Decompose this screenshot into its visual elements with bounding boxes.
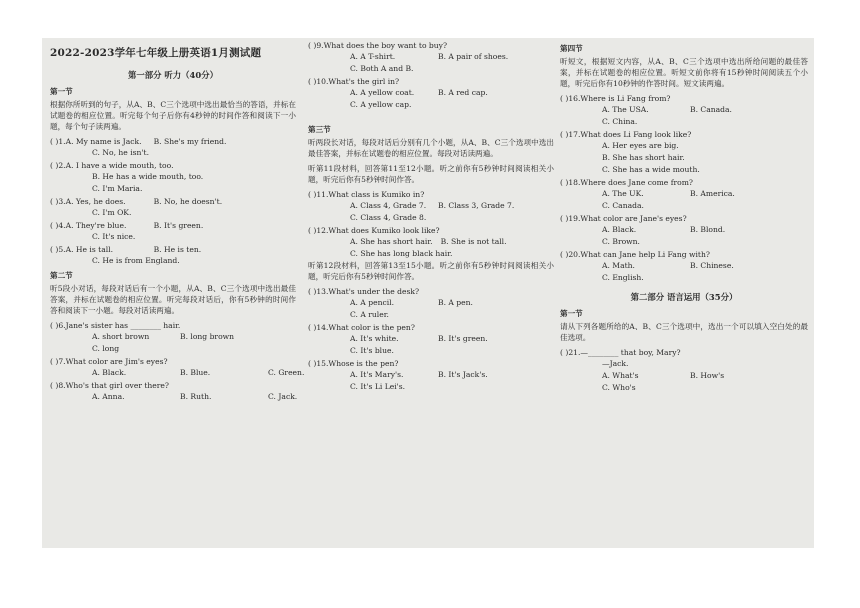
option-b: B. He is ten. xyxy=(153,245,202,255)
column-right xyxy=(560,38,808,394)
option-c: C. He is from England. xyxy=(92,256,180,266)
option-b: B. America. xyxy=(690,189,735,198)
section1-instruction: 根据你所听到的句子，从A、B、C三个选项中选出最恰当的答语，并标在试题卷的相应位置。听完每个句子后你有4秒钟的时间作答和阅读下一小题，每个句子读两遍。 xyxy=(50,100,296,132)
option-b: B. Blue. xyxy=(180,368,211,378)
column-middle xyxy=(308,38,554,393)
question-stem: Whose is the pen? xyxy=(328,359,399,368)
option-a: A. The USA. xyxy=(602,105,649,114)
option-a: A. A yellow coat. xyxy=(350,88,415,97)
option-c: C. A yellow cap. xyxy=(350,100,412,109)
option-b: B. A pair of shoes. xyxy=(438,52,509,61)
question-number: ( )11. xyxy=(308,190,329,199)
option-a: A. Black. xyxy=(602,225,637,234)
option-b: B. He has a wide mouth, too. xyxy=(92,172,204,182)
option-c: C. Who's xyxy=(602,383,636,393)
question-number: ( )16. xyxy=(560,94,581,103)
question-number: ( )21. xyxy=(560,348,581,358)
question-number: ( )15. xyxy=(308,359,329,368)
option-b: B. A red cap. xyxy=(438,88,488,97)
option-c: C. Brown. xyxy=(602,237,640,246)
question-item xyxy=(50,160,296,194)
page-title: 2022-2023学年七年级上册英语1月测试题 xyxy=(50,47,262,59)
question-number: ( )19. xyxy=(560,214,581,223)
question-item xyxy=(308,225,554,259)
question-stem: What does the boy want to buy? xyxy=(323,41,448,50)
question-number: ( )5. xyxy=(50,245,66,255)
option-a: A. Black. xyxy=(92,368,127,378)
section2-instruction: 听5段小对话，每段对话后有一个小题，从A、B、C三个选项中选出最佳答案，并标在试题卷的相应位置。听完每段对话后，你有5秒钟的时间作答和阅读下一小题。每段对话读两遍。 xyxy=(50,284,296,316)
option-b: B. She is not tall. xyxy=(440,237,507,246)
question-stem: What color are Jane's eyes? xyxy=(580,214,687,223)
section1-heading: 第一节 xyxy=(50,87,73,97)
question-number: ( )2. xyxy=(50,161,66,171)
option-a: A. What's xyxy=(602,371,639,381)
part2-section1-instruction: 请从下列各题所给的A、B、C三个选项中，选出一个可以填入空白处的最佳选项。 xyxy=(560,322,808,343)
part2-section1-heading: 第一节 xyxy=(560,309,583,319)
dialog1-instruction: 听第11段材料，回答第11至12小题。听之前你有5秒钟时间阅读相关小题，听完后你有5秒钟时间作答。 xyxy=(308,164,554,184)
question-number: ( )4. xyxy=(50,221,66,231)
option-a: A. Anna. xyxy=(92,392,125,402)
option-a: A. Her eyes are big. xyxy=(602,141,679,150)
question-stem: What color are Jim's eyes? xyxy=(65,357,168,367)
question-number: ( )17. xyxy=(560,130,581,139)
option-c: C. It's blue. xyxy=(350,346,394,355)
option-a: A. short brown xyxy=(92,332,150,342)
option-a: A. A pencil. xyxy=(350,298,394,307)
option-b: B. It's Jack's. xyxy=(438,370,488,379)
question-number: ( )20. xyxy=(560,250,581,259)
question-item xyxy=(308,76,554,110)
option-a: A. They're blue. xyxy=(65,221,127,231)
question-number: ( )8. xyxy=(50,381,66,391)
section2-heading: 第二节 xyxy=(50,271,73,281)
question-stem: Who's that girl over there? xyxy=(65,381,169,391)
question-number: ( )7. xyxy=(50,357,66,367)
question-item xyxy=(560,249,808,283)
question-item xyxy=(50,220,296,242)
question-item xyxy=(50,136,296,158)
option-c: C. English. xyxy=(602,273,644,282)
option-c: C. Class 4, Grade 8. xyxy=(350,213,427,222)
question-item xyxy=(50,244,296,266)
question-stem: What's the girl in? xyxy=(328,77,400,86)
question-stem: What does Li Fang look like? xyxy=(580,130,692,139)
option-c: C. I'm OK. xyxy=(92,208,132,218)
section3-heading: 第三节 xyxy=(308,125,331,134)
question-item xyxy=(308,358,554,392)
question-stem: Where does Jane come from? xyxy=(580,178,693,187)
question-item xyxy=(308,286,554,320)
option-a: A. A T-shirt. xyxy=(350,52,396,61)
question-stem: What class is Kumiko in? xyxy=(328,190,425,199)
part2-heading: 第二部分 语言运用（35分） xyxy=(630,292,738,302)
question-item xyxy=(50,380,296,402)
option-b: B. No, he doesn't. xyxy=(153,197,223,207)
option-a: A. It's white. xyxy=(350,334,399,343)
question-item xyxy=(308,189,554,223)
option-a: A. Yes, he does. xyxy=(65,197,126,207)
question-number: ( )3. xyxy=(50,197,66,207)
option-c: C. long xyxy=(92,344,120,354)
question-number: ( )10. xyxy=(308,77,329,86)
option-a: A. My name is Jack. xyxy=(65,137,142,147)
option-c: C. I'm Maria. xyxy=(92,184,143,194)
option-c: C. Green. xyxy=(268,368,305,378)
section3-instruction: 听两段长对话，每段对话后分别有几个小题，从A、B、C三个选项中选出最佳答案，并标在试题卷的相应位置。每段对话读两遍。 xyxy=(308,138,554,158)
question-item xyxy=(50,320,296,354)
option-a: A. He is tall. xyxy=(65,245,114,255)
option-b: B. It's green. xyxy=(153,221,204,231)
question-stem: What can Jane help Li Fang with? xyxy=(580,250,710,259)
question-item xyxy=(308,322,554,356)
option-c: C. She has long black hair. xyxy=(350,249,453,258)
question-number: ( )14. xyxy=(308,323,329,332)
option-a: A. Math. xyxy=(602,261,635,270)
question-number: ( )13. xyxy=(308,287,329,296)
question-number: ( )18. xyxy=(560,178,581,187)
question-stem: Jane's sister has ________ hair. xyxy=(65,321,181,331)
option-b: B. She has short hair. xyxy=(602,153,685,162)
question-stem: —________ that boy, Mary? xyxy=(580,348,681,358)
option-b: B. Class 3, Grade 7. xyxy=(438,201,515,210)
option-b: B. How's xyxy=(690,371,725,381)
question-reply: —Jack. xyxy=(602,359,629,369)
option-c: C. A ruler. xyxy=(350,310,389,319)
question-number: ( )6. xyxy=(50,321,66,331)
question-stem: What does Kumiko look like? xyxy=(328,226,440,235)
option-c: C. China. xyxy=(602,117,638,126)
option-b: B. Canada. xyxy=(690,105,732,114)
section4-instruction: 听短文，根据短文内容，从A、B、C三个选项中选出所给问题的最佳答案，并标在试题卷的相应位置。听短文前你将有15秒钟时间阅读五个小题，听完后你有10秒钟的作答时间。短文读两遍。 xyxy=(560,57,808,88)
question-number: ( )1. xyxy=(50,137,66,147)
option-b: B. A pen. xyxy=(438,298,473,307)
option-c: C. Canada. xyxy=(602,201,644,210)
option-c: C. No, he isn't. xyxy=(92,148,149,158)
dialog2-instruction: 听第12段材料，回答第13至15小题。听之前你有5秒钟时间阅读相关小题，听完后你有5秒钟时间作答。 xyxy=(308,261,554,281)
question-item xyxy=(308,40,554,74)
question-number: ( )12. xyxy=(308,226,329,235)
question-item xyxy=(560,129,808,175)
question-stem: What color is the pen? xyxy=(328,323,415,332)
option-c: C. Jack. xyxy=(268,392,298,402)
option-a: A. Class 4, Grade 7. xyxy=(350,201,427,210)
question-item xyxy=(560,93,808,127)
option-c: C. She has a wide mouth. xyxy=(602,165,700,174)
option-b: B. long brown xyxy=(180,332,235,342)
option-a: A. The UK. xyxy=(602,189,644,198)
column-left xyxy=(50,38,305,403)
option-a: A. She has short hair. xyxy=(350,237,433,246)
option-b: B. Ruth. xyxy=(180,392,212,402)
option-c: C. Both A and B. xyxy=(350,64,414,73)
question-item xyxy=(560,347,808,393)
question-item xyxy=(50,356,305,378)
option-c: C. It's Li Lei's. xyxy=(350,382,406,391)
part1-heading: 第一部分 听力（40分） xyxy=(128,70,218,81)
option-a: A. It's Mary's. xyxy=(350,370,404,379)
question-stem: Where is Li Fang from? xyxy=(580,94,671,103)
option-a: A. I have a wide mouth, too. xyxy=(65,161,174,171)
option-b: B. She's my friend. xyxy=(153,137,227,147)
option-b: B. Blond. xyxy=(690,225,726,234)
question-number: ( )9. xyxy=(308,41,324,50)
question-stem: What's under the desk? xyxy=(328,287,420,296)
question-item xyxy=(560,213,808,247)
question-item xyxy=(560,177,808,211)
section4-heading: 第四节 xyxy=(560,44,583,53)
exam-paper xyxy=(42,38,814,548)
option-b: B. It's green. xyxy=(438,334,488,343)
option-b: B. Chinese. xyxy=(690,261,734,270)
question-item xyxy=(50,196,296,218)
option-c: C. It's nice. xyxy=(92,232,136,242)
